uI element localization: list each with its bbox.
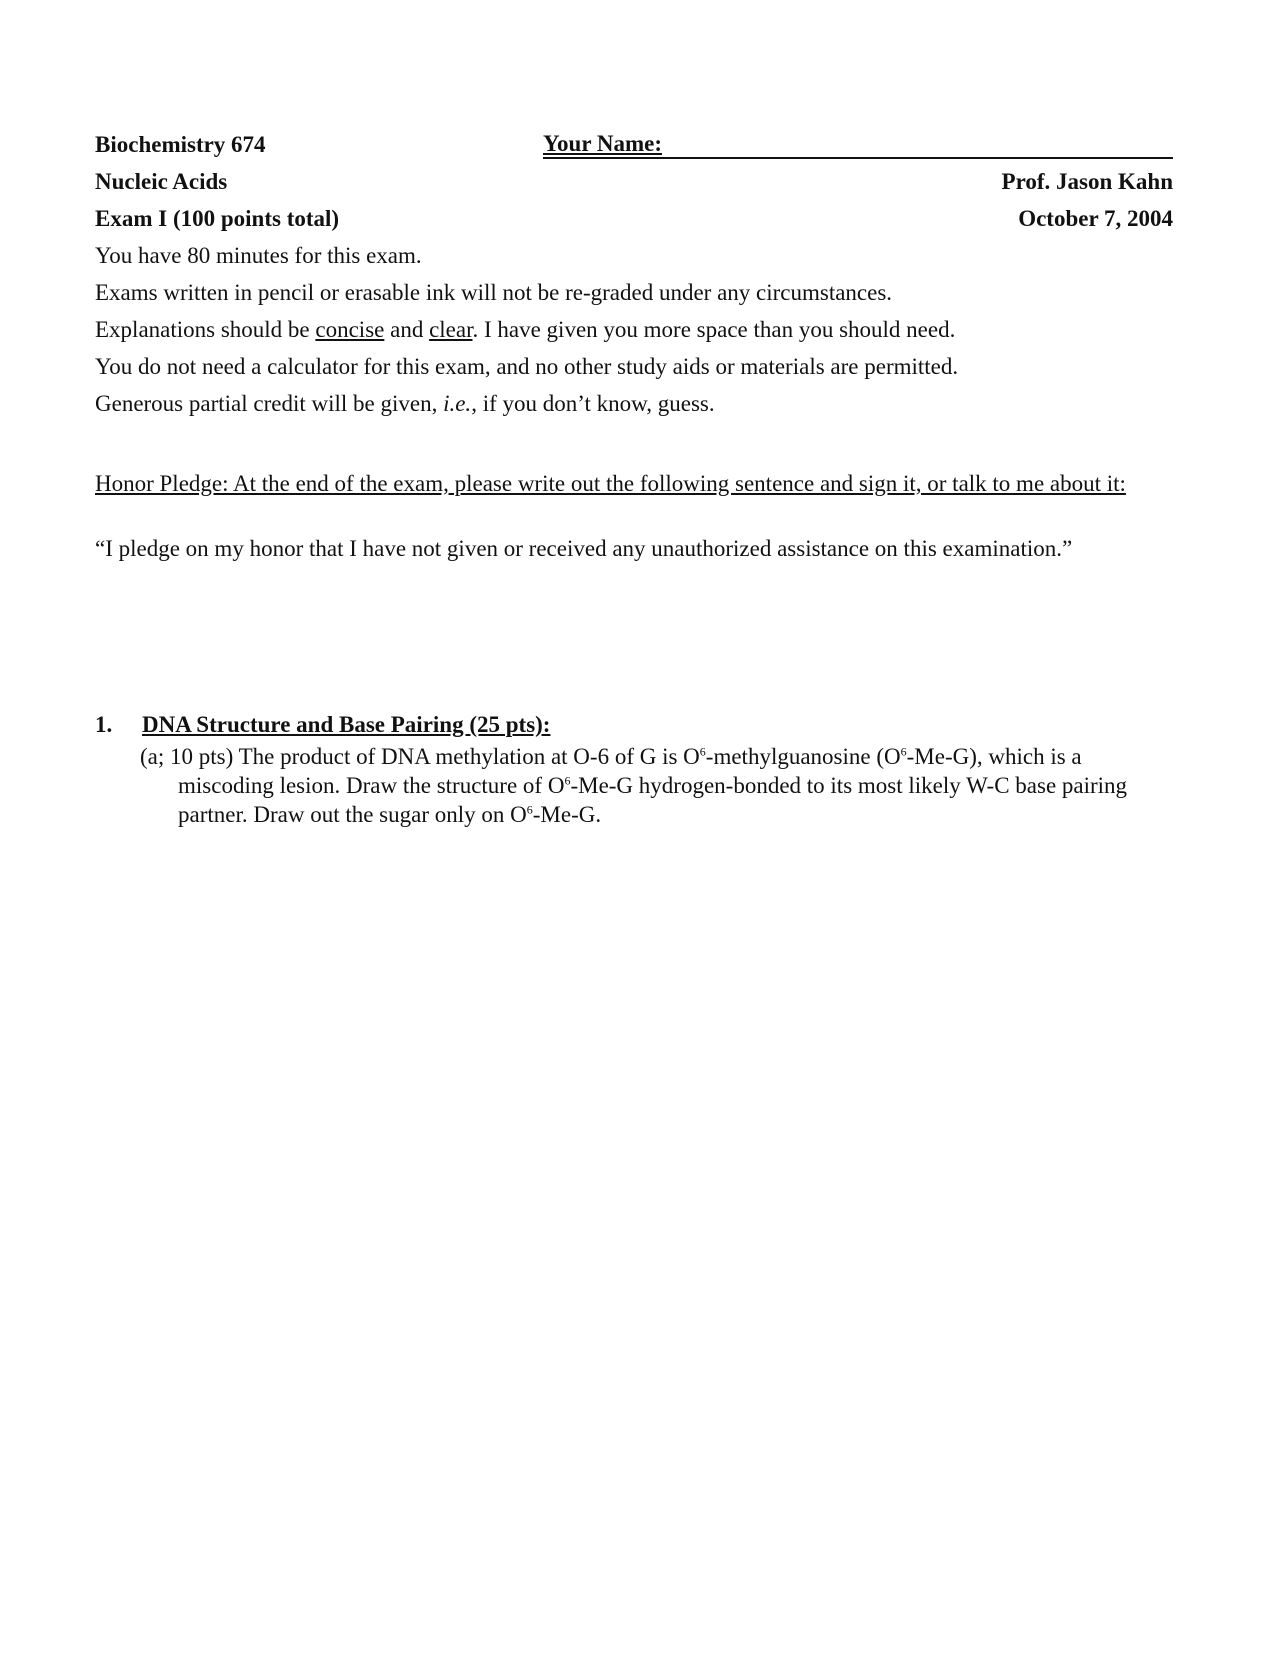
- name-field[interactable]: [543, 130, 1173, 159]
- exam-title: Exam I (100 points total): [95, 206, 340, 231]
- q1a-seg-5: -Me-G.: [532, 802, 602, 827]
- header-row-1: [95, 130, 1173, 160]
- explain-and: and: [384, 317, 430, 342]
- credit-post: , if you don’t know, guess.: [471, 391, 715, 416]
- question-1-number: 1.: [95, 712, 113, 737]
- instruction-credit: [95, 389, 1173, 419]
- instruction-time: You have 80 minutes for this exam.: [95, 243, 422, 268]
- credit-ie: i.e.: [443, 391, 472, 416]
- course-title: Biochemistry 674: [95, 132, 266, 157]
- exam-date: October 7, 2004: [1018, 206, 1173, 231]
- question-1-title: DNA Structure and Base Pairing (25 pts):: [142, 712, 551, 737]
- q1a-sup-1: 6: [699, 744, 706, 759]
- q1a-seg-3: -Me-G), which is a miscoding lesion. Draw the structure of O: [178, 744, 1082, 798]
- q1a-sup-3: 6: [564, 773, 571, 788]
- explain-concise: concise: [315, 317, 385, 342]
- instruction-regrade: Exams written in pencil or erasable ink will not be re-graded under any circumstances.: [95, 280, 893, 305]
- q1a-sup-2: 6: [900, 744, 907, 759]
- q1a-seg-1: (a; 10 pts) The product of DNA methylation at O-6 of G is O: [140, 744, 700, 769]
- explain-clear: clear: [429, 317, 473, 342]
- q1a-seg-2: -methylguanosine (O: [705, 744, 901, 769]
- question-1-heading: [95, 710, 550, 740]
- question-1-part-a: [140, 742, 1176, 829]
- instruction-explanations: [95, 315, 1173, 345]
- explain-pre: Explanations should be: [95, 317, 316, 342]
- credit-pre: Generous partial credit will be given,: [95, 391, 444, 416]
- question-1a-text: [140, 742, 1176, 829]
- header-row-2: [95, 167, 1173, 197]
- honor-pledge-heading: Honor Pledge: At the end of the exam, please write out the following sentence and sign it, or talk to me about it:: [95, 471, 1126, 496]
- header-row-3: [95, 204, 1173, 234]
- instruction-calculator: You do not need a calculator for this exam, and no other study aids or materials are permitted.: [95, 354, 959, 379]
- explain-post: . I have given you more space than you should need.: [472, 317, 956, 342]
- subject-title: Nucleic Acids: [95, 169, 228, 194]
- q1a-sup-4: 6: [526, 802, 533, 817]
- professor-name: Prof. Jason Kahn: [1001, 169, 1173, 194]
- name-label: Your Name:: [543, 131, 663, 156]
- q1a-seg-4: -Me-G hydrogen-bonded to its most likely W-C base pairing partner. Draw out the sugar only on O: [178, 773, 1128, 827]
- honor-pledge-text: “I pledge on my honor that I have not given or received any unauthorized assistance on this examination.”: [95, 536, 1073, 561]
